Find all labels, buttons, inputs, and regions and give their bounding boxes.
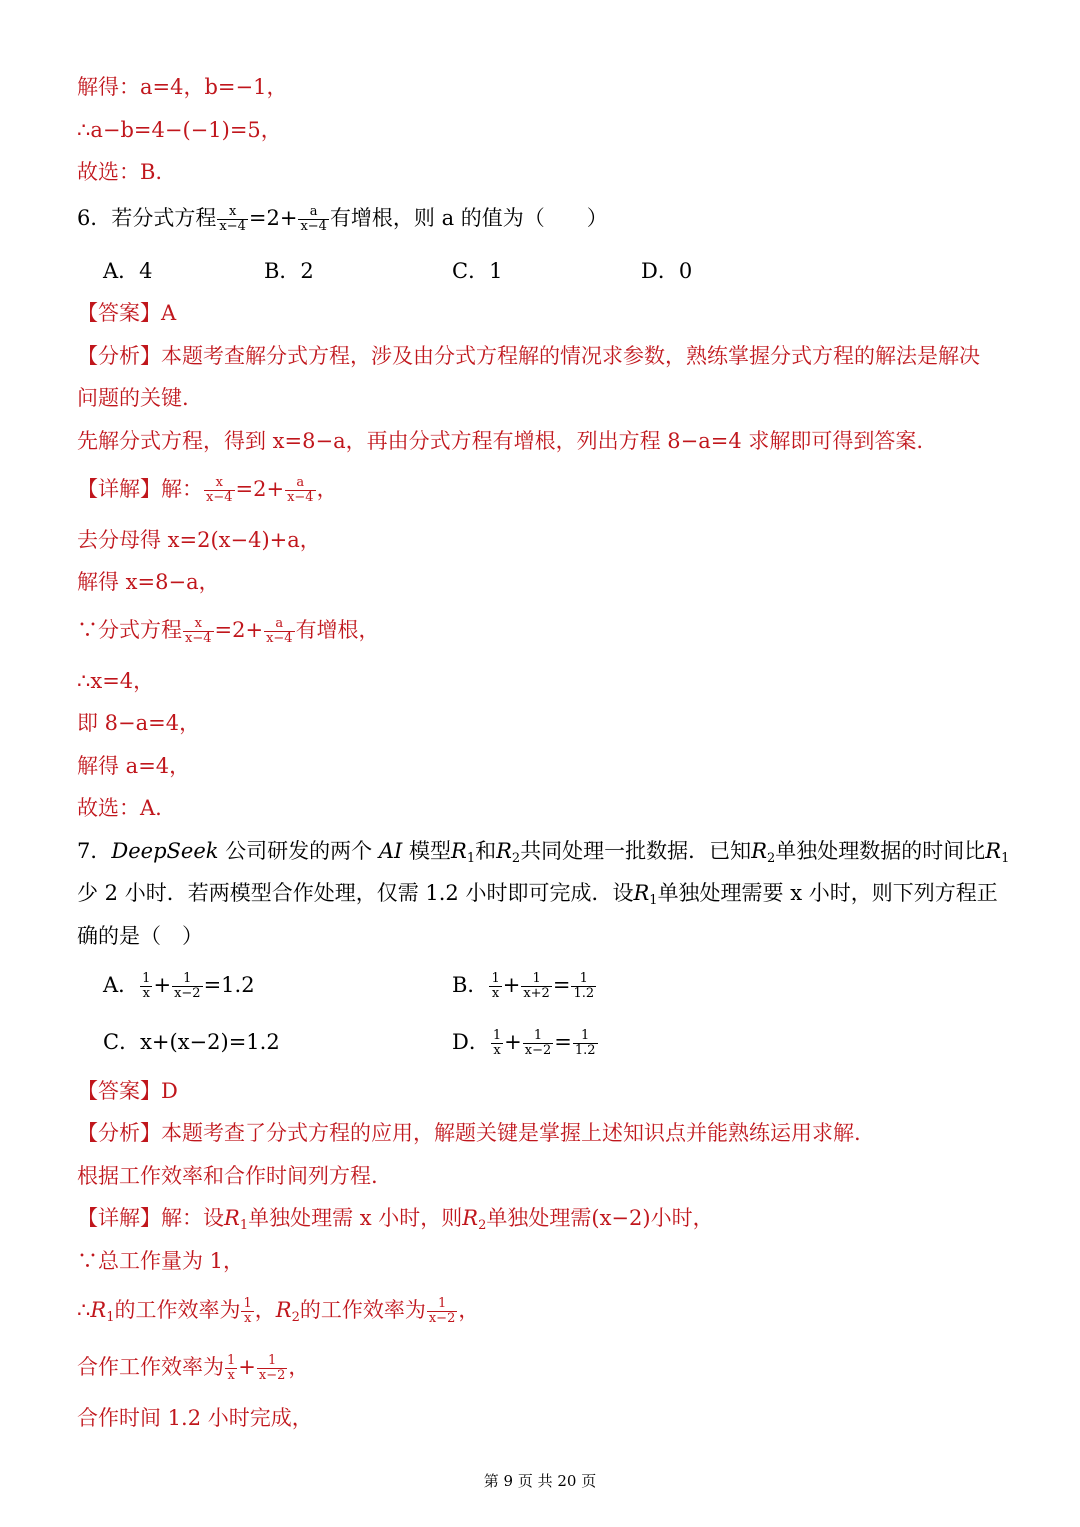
option-a: A．4 xyxy=(103,259,153,283)
option-d: D．0 xyxy=(641,259,693,283)
option-b: B．2 xyxy=(264,259,314,283)
detail-line: ∴x=4， xyxy=(77,669,155,693)
option-a: A． $\frac{1}{x}$ + $\frac{1}{x-2}$ =1.2 xyxy=(103,971,255,1001)
analysis-line: 先解分式方程，得到 x=8−a，再由分式方程有增根，列出方程 8−a=4 求解即可得到答案. xyxy=(77,429,924,453)
analysis-line: 根据工作效率和合作时间列方程. xyxy=(77,1164,378,1188)
analysis-line: 【分析】本题考查了分式方程的应用，解题关键是掌握上述知识点并能熟练运用求解. xyxy=(77,1121,861,1145)
solution-line: ∴a−b=4−(−1)=5， xyxy=(77,118,282,142)
question-7-stem: 少 2 小时．若两模型合作处理，仅需 1.2 小时即可完成．设$R_1$单独处理需要 x 小时，则下列方程正 xyxy=(77,881,998,908)
detail-line: 即 8−a=4， xyxy=(77,711,201,735)
detail-line: ∵总工作量为 1， xyxy=(77,1249,245,1273)
detail-line: 解得 a=4， xyxy=(77,754,191,778)
detail-line: 故选：A. xyxy=(77,796,162,820)
detail-line: $\therefore R_1$的工作效率为 $\frac{1}{x}$ ，$R_2$的工作效率为 $\frac{1}{x-2}$ ， xyxy=(77,1296,480,1326)
option-c: C．1 xyxy=(452,259,503,283)
stem-text: 6．若分式方程 xyxy=(77,206,217,230)
detail-line: 【详解】解： $\frac{x}{x-4}$ =2+ $\frac{a}{x-4}$ ， xyxy=(77,475,338,505)
detail-line: 合作工作效率为 $\frac{1}{x}$ + $\frac{1}{x-2}$ ， xyxy=(77,1353,310,1383)
analysis-line: 问题的关键. xyxy=(77,386,189,410)
question-7-stem: 7．DeepSeek 公司研发的两个 AI 模型$R_1$和$R_2$共同处理一批数据．已知$R_2$单独处理数据的时间比$R_1$ xyxy=(77,839,1010,866)
solution-line: 故选：B. xyxy=(77,160,163,184)
answer-label: 【答案】D xyxy=(77,1079,178,1103)
fraction: $\frac{x}{x-4}$ xyxy=(219,204,246,234)
detail-line: 【详解】解：设$R_1$单独处理需 x 小时，则$R_2$单独处理需(x−2)小时， xyxy=(77,1206,714,1233)
detail-line: 解得 x=8−a， xyxy=(77,570,220,594)
option-b: B． $\frac{1}{x}$ + $\frac{1}{x+2}$ = $\frac{1}{1.2}$ xyxy=(452,971,595,1001)
analysis-line: 【分析】本题考查解分式方程，涉及由分式方程解的情况求参数，熟练掌握分式方程的解法是解决 xyxy=(77,344,980,368)
fraction: $\frac{a}{x-4}$ xyxy=(300,204,327,234)
solution-line: 解得：a=4，b=−1， xyxy=(77,75,288,99)
page-footer: 第 9 页 共 20 页 xyxy=(483,1472,597,1490)
option-c: C．x+(x−2)=1.2 xyxy=(103,1030,280,1054)
detail-line: ∵分式方程 $\frac{x}{x-4}$ =2+ $\frac{a}{x-4}$ 有增根， xyxy=(77,616,380,646)
detail-line: 去分母得 x=2(x−4)+a， xyxy=(77,528,321,552)
question-6-stem: 6．若分式方程 $\frac{x}{x-4}$ =2+ $\frac{a}{x-4}$ 有增根，则 a 的值为（ ） xyxy=(77,204,608,234)
answer-label: 【答案】A xyxy=(77,301,177,325)
detail-line: 合作时间 1.2 小时完成， xyxy=(77,1406,313,1430)
option-d: D． $\frac{1}{x}$ + $\frac{1}{x-2}$ = $\frac{1}{1.2}$ xyxy=(452,1028,596,1058)
question-7-stem: 确的是（ ） xyxy=(77,924,203,948)
